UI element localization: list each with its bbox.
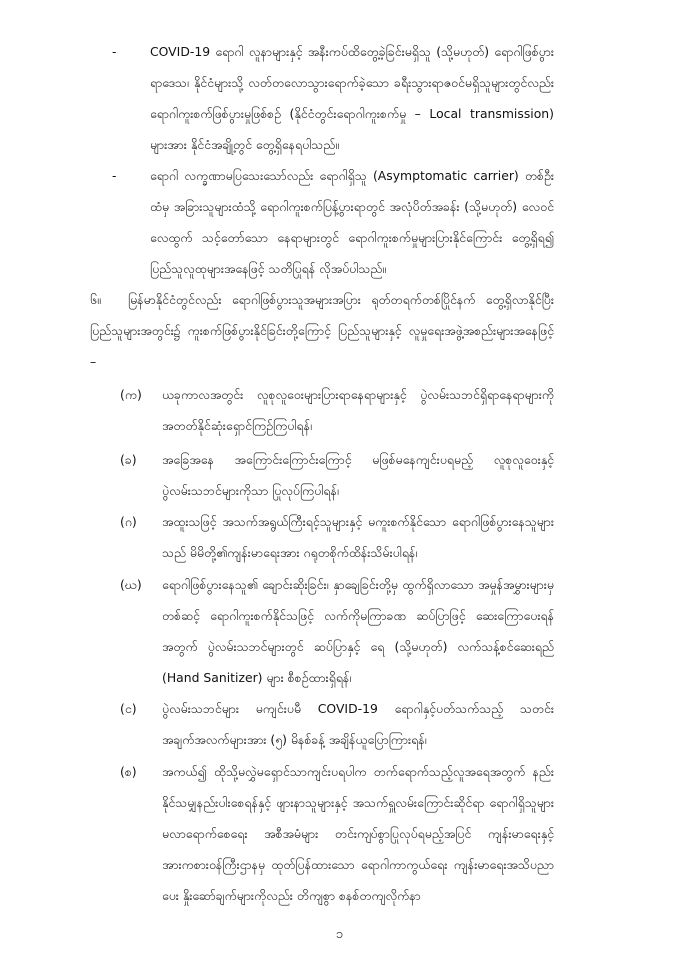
page-number: ၁ [335,927,344,942]
item-marker: (စ) [120,764,137,779]
item-marker: (က) [120,387,142,402]
item-marker: (င) [120,701,137,716]
bullet-paragraph: COVID-19 ရောဂါ လူနာများနှင့် အနီးကပ်ထိတွေ့ခဲ့ခြင်းမရှိသူ (သို့မဟုတ်) ရောဂါဖြစ်ပွားရာဒေသ၊ နိုင်ငံများသို့ လတ်တလောသွားရောက်ခဲ့သော ခရီးသွားရာဇဝင်မရှိသူများတွင်လည်း ရောဂါကူးစက်ဖြစ်ပွားမှုဖြစ်စဉ် (နိုင်ငံတွင်းရောဂါကူးစက်မှု – Local transmission) များအား နိုင်ငံအချို့တွင် တွေ့ရှိနေရပါသည်။ [150,44,554,152]
bullet-marker: - [112,44,117,59]
item-paragraph: အကယ်၍ ထိုသို့မလွှဲမရှောင်သာကျင်းပရပါက တက်ရောက်သည့်လူအရေအတွက် နည်းနိုင်သမျှနည်းပါးစေရန်နှင့် ဖျားနာသူများနှင့် အသက်ရှူလမ်းကြောင်းဆိုင်ရာ ရောဂါရှိသူများ မလာရောက်စေရေး အစီအမံများ တင်းကျပ်စွာပြုလုပ်ရမည့်အပြင် ကျန်းမာရေးနှင့်အားကစားဝန်ကြီးဌာနမှ ထုတ်ပြန်ထားသော ရောဂါကာကွယ်ရေး ကျန်းမာရေးအသိပညာပေး နှိုးဆော်ချက်များကိုလည်း တိကျစွာ စနစ်တကျလိုက်နာ [162,764,554,903]
bullet-paragraph: ရောဂါ လက္ခဏာမပြသေးသော်လည်း ရောဂါရှိသူ (Asymptomatic carrier) တစ်ဦးထံမှ အခြားသူများထံသို့ ရောဂါကူးစက်ပြန့်ပွားရာတွင် အလုံပိတ်အခန်း (သို့မဟုတ်) လေဝင်လေထွက် သင့်တော်သော နေရာများတွင် ရောဂါကူးစက်မှုများပြားနိုင်ကြောင်း တွေ့ရှိရ၍ ပြည်သူလူထုများအနေဖြင့် သတိပြုရန် လိုအပ်ပါသည်။ [150,168,554,276]
bullet-marker: - [112,168,117,183]
section-number: ၆။ [90,292,101,307]
item-paragraph: ယခုကာလအတွင်း လူစုလူဝေးများပြားရာနေရာများနှင့် ပွဲလမ်းသဘင်ရှိရာနေရာများကို အတတ်နိုင်ဆုံးရှောင်ကြဉ်ကြပါရန်၊ [162,387,554,433]
item-paragraph: အခြေအနေ အကြောင်းကြောင်းကြောင့် မဖြစ်မနေကျင်းပရမည့် လူစုလူဝေးနှင့် ပွဲလမ်းသဘင်များကိုသာ ပြုလုပ်ကြပါရန်၊ [162,452,554,498]
item-marker: (ခ) [120,452,137,467]
item-marker: (ဂ) [120,514,137,529]
item-paragraph: ရောဂါဖြစ်ပွားနေသူ၏ ချောင်းဆိုးခြင်း၊ နှာချေခြင်းတို့မှ ထွက်ရှိလာသော အမှုန်အမွှားများမှတစ်ဆင့် ရောဂါကူးစက်နိုင်သဖြင့် လက်ကိုမကြာခဏ ဆပ်ပြာဖြင့် ဆေးကြောပေးရန်အတွက် ပွဲလမ်းသဘင်များတွင် ဆပ်ပြာနှင့် ရေ (သို့မဟုတ်) လက်သန့်စင်ဆေးရည် (Hand Sanitizer) များ စီစဉ်ထားရှိရန်၊ [162,577,554,685]
section-intro: မြန်မာနိုင်ငံတွင်လည်း ရောဂါဖြစ်ပွားသူအများအပြား ရုတ်တရက်တစ်ပြိုင်နက် တွေ့ရှိလာနိုင်ပြီး ပြည်သူများအတွင်း၌ ကူးစက်ဖြစ်ပွားနိုင်ခြင်းတို့ကြောင့် ပြည်သူများနှင့် လူမှုရေးအဖွဲ့အစည်းများအနေဖြင့် – [90,292,554,369]
item-paragraph: အထူးသဖြင့် အသက်အရွယ်ကြီးရင့်သူများနှင့် မကူးစက်နိုင်သော ရောဂါဖြစ်ပွားနေသူများသည် မိမိတို့၏ကျန်းမာရေးအား ဂရုတစိုက်ထိန်းသိမ်းပါရန်၊ [162,514,554,560]
item-paragraph: ပွဲလမ်းသဘင်များ မကျင်းပမီ COVID-19 ရောဂါနှင့်ပတ်သက်သည့် သတင်းအချက်အလက်များအား (၅) မိနစ်ခန့် အချိန်ယူပြောကြားရန်၊ [162,701,554,747]
item-marker: (ဃ) [120,577,142,592]
